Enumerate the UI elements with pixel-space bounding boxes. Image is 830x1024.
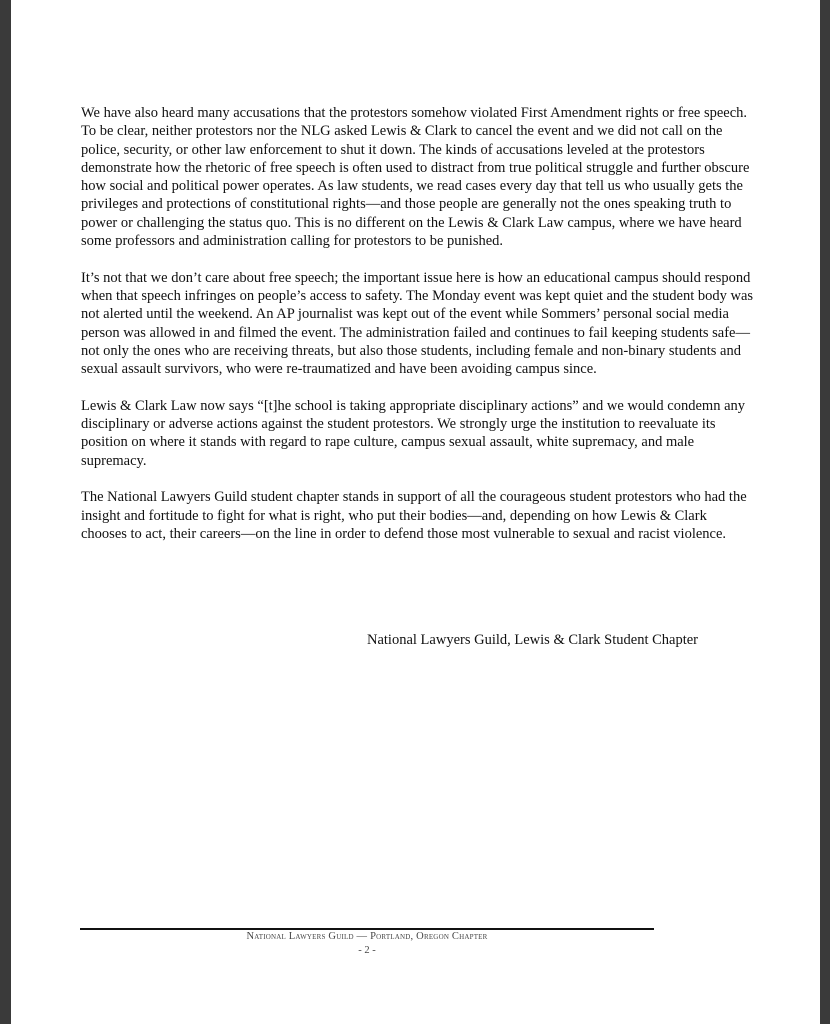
body-text — [81, 104, 755, 561]
paragraph-support-statement: The National Lawyers Guild student chapter stands in support of all the courageous student protestors who had the insight and fortitude to fight for what is right, who put their bodies—and, depending on how Lewis & Clark chooses to act, their careers—on the line in order to defend those most vulnerable to sexual and racist violence. — [81, 489, 747, 542]
paragraph-campus-safety: It’s not that we don’t care about free speech; the important issue here is how an educational campus should respond when that speech infringes on people’s access to safety. The Monday event was kept quiet and the student body was not alerted until the weekend. An AP journalist was kept out of the event while Sommers’ personal social media person was allowed in and filmed the event. The administration failed and continues to fail keeping students safe—not only the ones who are receiving threats, but also those students, including female and non-binary students and sexual assault survivors, who were re-traumatized and have been avoiding campus since. — [81, 269, 754, 378]
paragraph-free-speech-accusations: We have also heard many accusations that the protestors somehow violated First Amendment rights or free speech. To be clear, neither protestors nor the NLG asked Lewis & Clark to cancel the event and we did not call on the police, security, or other law enforcement to shut it down. The kinds of accusations leveled at the protestors demonstrate how the rhetoric of free speech is often used to distract from true political struggle and further obscure how social and political power operates. As law students, we read cases every day that tell us who usually gets the privileges and protections of constitutional rights—and those people are generally not the ones speaking truth to power or challenging the status quo. This is no different on the Lewis & Clark Law campus, where we have heard some professors and administration calling for protestors to be punished. — [81, 105, 750, 250]
footer-divider — [80, 928, 654, 930]
document-page — [11, 0, 820, 1024]
viewer-right-edge — [820, 0, 830, 1024]
viewer-left-edge — [0, 0, 11, 1024]
paragraph-disciplinary-actions: Lewis & Clark Law now says “[t]he school is taking appropriate disciplinary actions” and we would condemn any disciplinary or adverse actions against the student protestors. We strongly urge the institution to reevaluate its position on where it stands with regard to rape culture, campus sexual assault, white supremacy, and male supremacy. — [81, 397, 746, 469]
page-number: - 2 - — [358, 945, 376, 956]
signature: National Lawyers Guild, Lewis & Clark Student Chapter — [367, 632, 699, 648]
footer-title: National Lawyers Guild — Portland, Oregon Chapter — [246, 931, 488, 942]
